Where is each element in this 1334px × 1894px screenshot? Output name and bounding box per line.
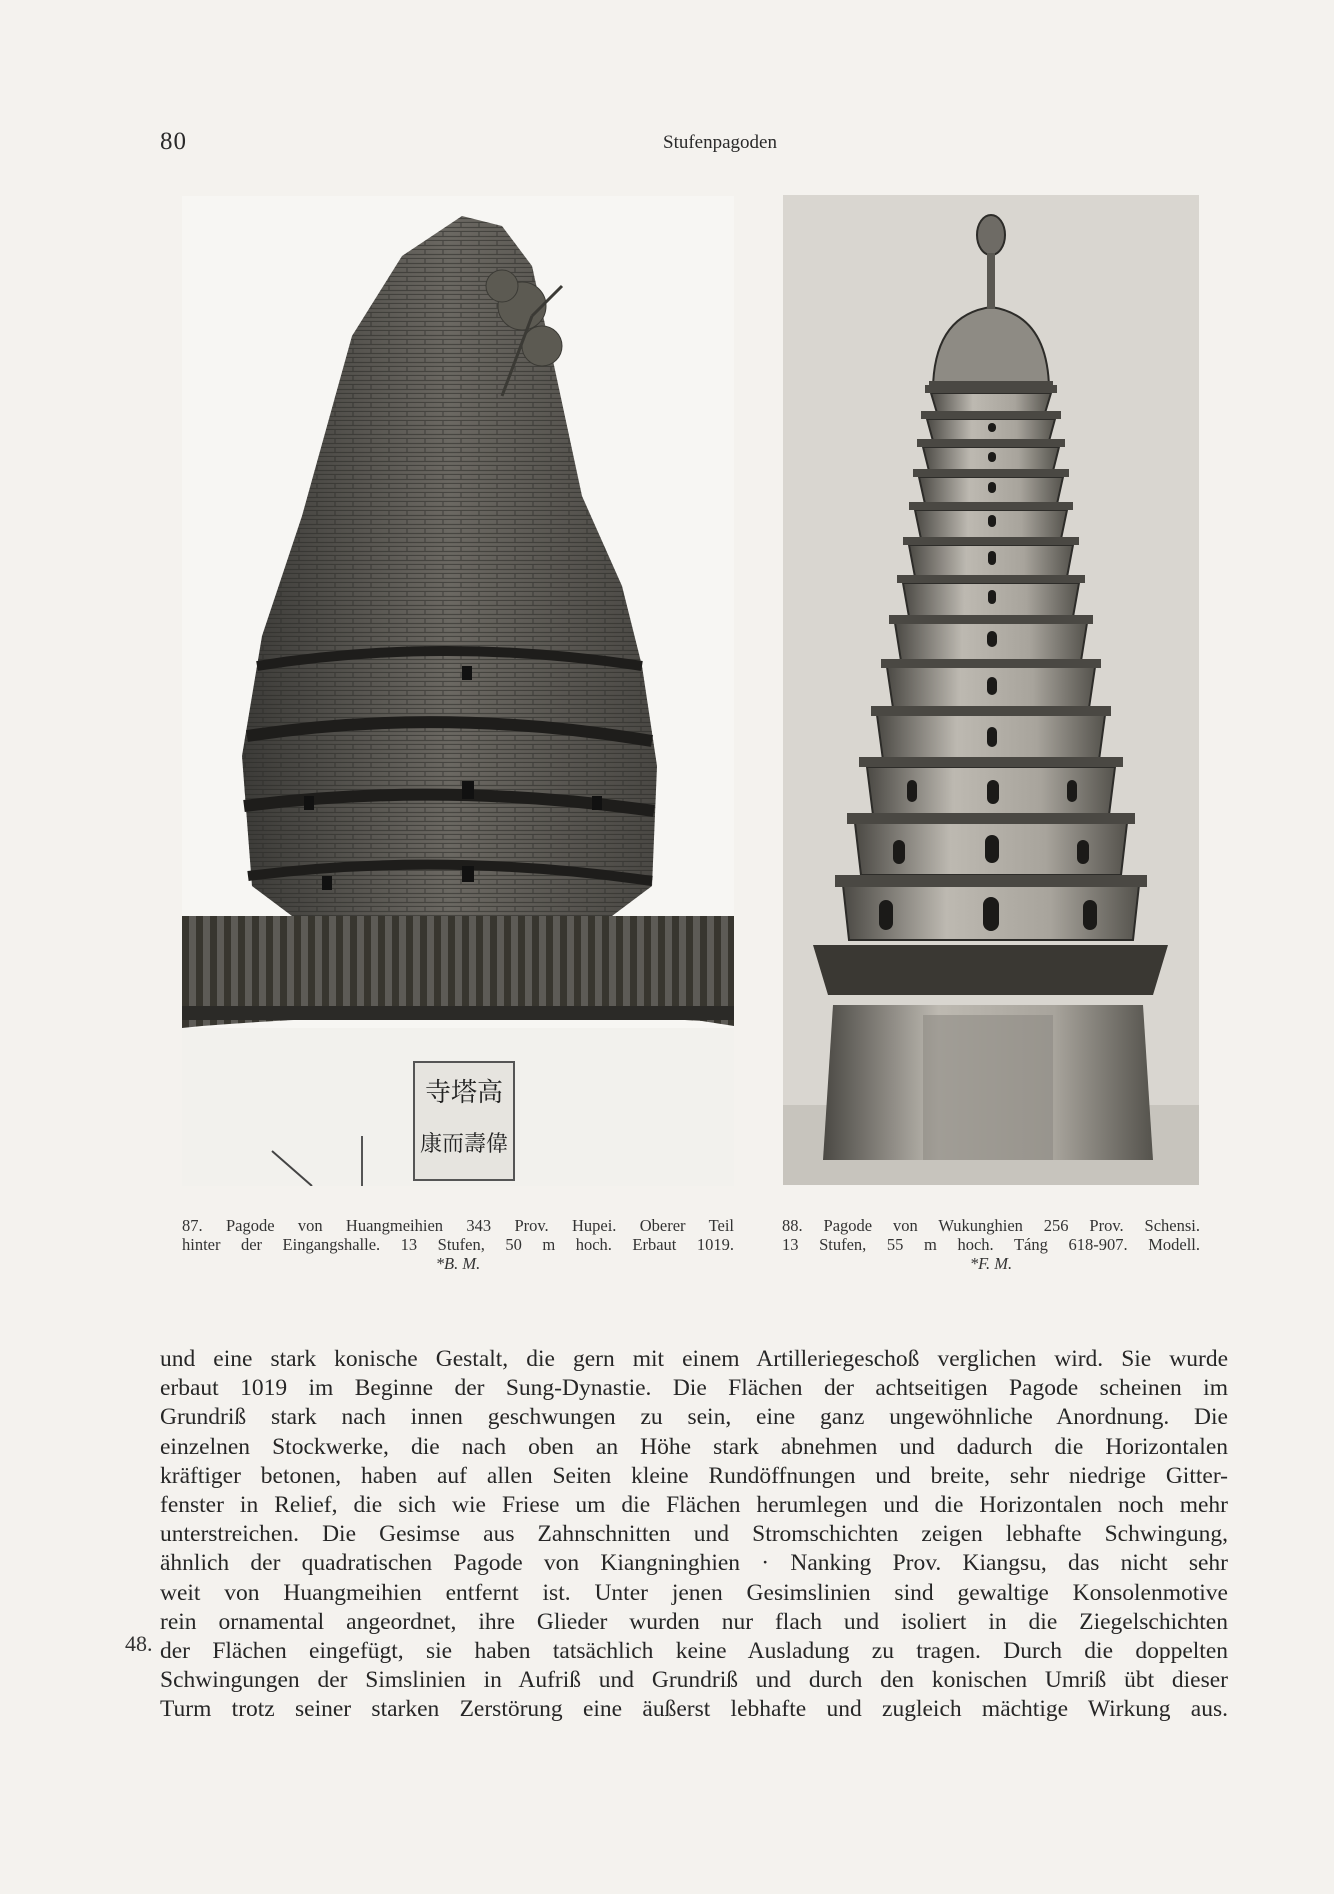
running-title: Stufenpagoden: [663, 132, 777, 153]
signboard-top-text: 寺塔高: [424, 1078, 504, 1108]
caption-credit: *F. M.: [969, 1254, 1013, 1273]
figure-88-caption: [782, 1216, 1200, 1273]
photo-pagoda-wukunghien-model: [783, 195, 1199, 1185]
text-line: ähnlich der quadratischen Pagode von Kiangninghien · Nanking Prov. Kiangsu, das nicht sehr: [160, 1550, 1228, 1577]
text-line: kräftiger betonen, haben auf allen Seiten kleine Rundöffnungen und breite, sehr niedrige Gitter-: [160, 1462, 1228, 1489]
text-line: der Flächen eingefügt, sie haben tatsächlich keine Ausladung zu tragen. Durch die doppelten: [160, 1638, 1228, 1665]
pagoda-photo-88-graphic: [783, 195, 1199, 1185]
body-paragraph: [160, 1345, 1228, 1725]
caption-credit: *B. M.: [435, 1254, 481, 1273]
caption-line: 88. Pagode von Wukunghien 256 Prov. Schensi.: [782, 1216, 1200, 1235]
caption-line: 87. Pagode von Huangmeihien 343 Prov. Hupei. Oberer Teil: [182, 1216, 734, 1235]
text-line: weit von Huangmeihien entfernt ist. Unter jenen Gesimslinien sind gewaltige Konsolenmotive: [160, 1579, 1228, 1606]
text-line: erbaut 1019 im Beginne der Sung-Dynastie. Die Flächen der achtseitigen Pagode scheinen im: [160, 1375, 1228, 1402]
text-line: und eine stark konische Gestalt, die gern mit einem Artilleriegeschoß verglichen wird. Sie wurde: [160, 1346, 1228, 1372]
figure-87-caption: [182, 1216, 734, 1273]
text-line: Turm trotz seiner starken Zerstörung eine äußerst lebhafte und zugleich mächtige Wirkung aus.: [160, 1696, 1228, 1723]
page-number: 80: [160, 128, 187, 155]
margin-figure-reference: 48.: [125, 1631, 153, 1656]
text-line: einzelnen Stockwerke, die nach oben an Höhe stark abnehmen und dadurch die Horizontalen: [160, 1433, 1228, 1460]
text-line: rein ornamental angeordnet, ihre Glieder wurden nur flach und isoliert in die Ziegelschichten: [160, 1608, 1228, 1635]
text-line: Schwingungen der Simslinien in Aufriß und Grundriß und durch den konischen Umriß übt dieser: [160, 1667, 1228, 1694]
pagoda-photo-87-graphic: [182, 196, 734, 1186]
text-line: fenster in Relief, die sich wie Friese um die Flächen herumlegen und die Horizontalen noch mehr: [160, 1492, 1228, 1519]
text-line: Grundriß stark nach innen geschwungen zu sein, eine ganz ungewöhnliche Anordnung. Die: [160, 1404, 1228, 1431]
caption-line: hinter der Eingangshalle. 13 Stufen, 50 m hoch. Erbaut 1019.: [182, 1235, 734, 1254]
signboard-bottom-text: 康而壽偉: [419, 1132, 509, 1157]
text-line: unterstreichen. Die Gesimse aus Zahnschnitten und Stromschichten zeigen lebhafte Schwingung,: [160, 1521, 1228, 1548]
photo-pagoda-huangmeihien: [182, 196, 734, 1186]
caption-line: 13 Stufen, 55 m hoch. Táng 618-907. Modell.: [782, 1235, 1200, 1254]
